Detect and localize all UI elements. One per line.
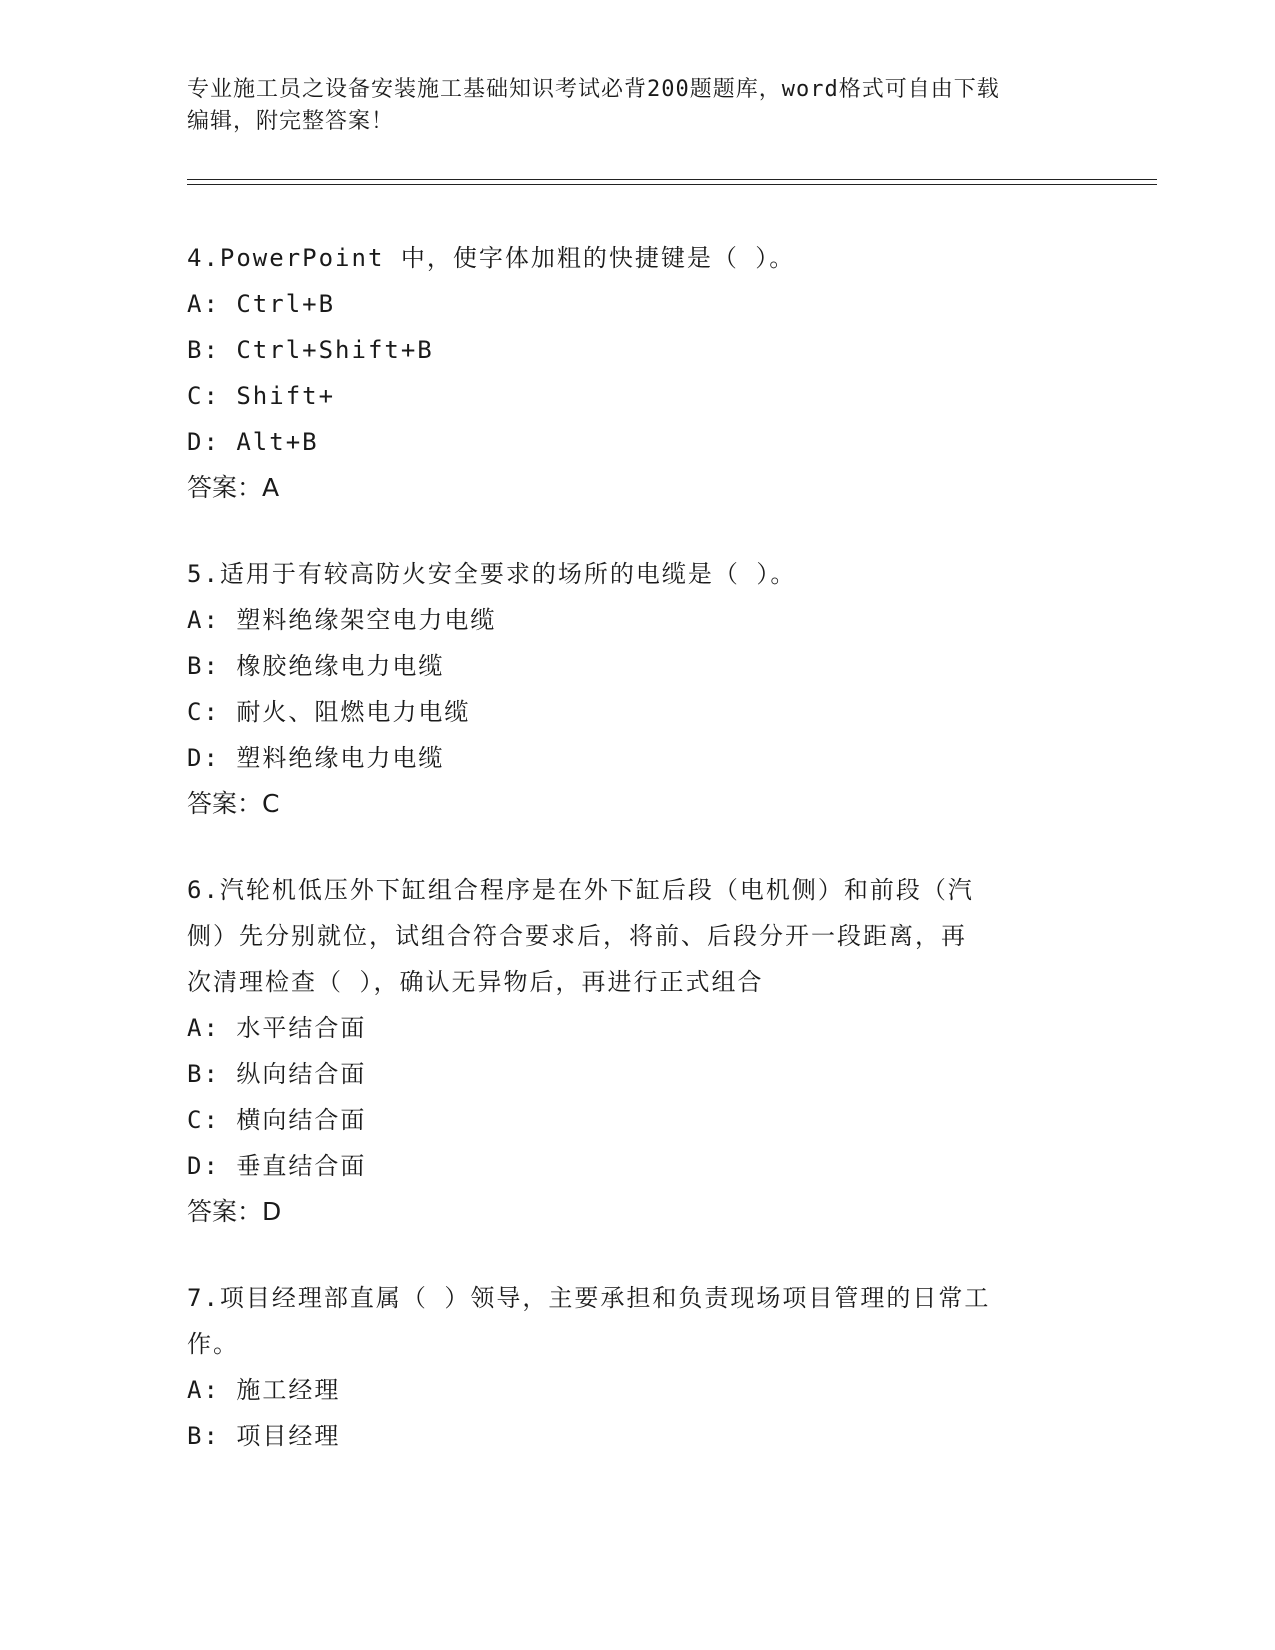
document-header — [187, 74, 1087, 138]
option-c: C: Shift+ — [187, 382, 336, 410]
question-text: 5.适用于有较高防火安全要求的场所的电缆是（ ）。 — [187, 560, 797, 588]
question-5 — [187, 551, 1087, 827]
option-c: C: 耐火、阻燃电力电缆 — [187, 698, 471, 726]
question-6 — [187, 867, 1087, 1235]
answer-label: 答案：C — [187, 789, 280, 818]
question-text-line-2: 作。 — [187, 1330, 239, 1358]
option-a: A: 施工经理 — [187, 1376, 341, 1404]
question-list — [187, 235, 1087, 1499]
question-text: 4.PowerPoint 中，使字体加粗的快捷键是（ ）。 — [187, 244, 796, 272]
header-divider-top — [187, 179, 1157, 180]
question-text-line-1: 7.项目经理部直属（ ）领导，主要承担和负责现场项目管理的日常工 — [187, 1284, 991, 1312]
option-a: A: Ctrl+B — [187, 290, 336, 318]
option-a: A: 塑料绝缘架空电力电缆 — [187, 606, 497, 634]
option-b: B: Ctrl+Shift+B — [187, 336, 434, 364]
question-text-line-1: 6.汽轮机低压外下缸组合程序是在外下缸后段（电机侧）和前段（汽 — [187, 876, 974, 904]
header-divider-bottom — [187, 184, 1157, 185]
header-title-line-1: 专业施工员之设备安装施工基础知识考试必背200题题库，word格式可自由下载 — [187, 77, 1000, 102]
question-4 — [187, 235, 1087, 511]
answer-label: 答案：A — [187, 473, 280, 502]
question-text-line-2: 侧）先分别就位，试组合符合要求后，将前、后段分开一段距离，再 — [187, 922, 967, 950]
option-a: A: 水平结合面 — [187, 1014, 367, 1042]
answer-label: 答案：D — [187, 1197, 282, 1226]
option-b: B: 纵向结合面 — [187, 1060, 367, 1088]
option-d: D: Alt+B — [187, 428, 319, 456]
question-7 — [187, 1275, 1087, 1459]
header-title-line-2: 编辑，附完整答案！ — [187, 109, 395, 134]
option-c: C: 横向结合面 — [187, 1106, 367, 1134]
option-b: B: 项目经理 — [187, 1422, 341, 1450]
option-d: D: 垂直结合面 — [187, 1152, 367, 1180]
question-text-line-3: 次清理检查（ ），确认无异物后，再进行正式组合 — [187, 968, 764, 996]
option-b: B: 橡胶绝缘电力电缆 — [187, 652, 445, 680]
option-d: D: 塑料绝缘电力电缆 — [187, 744, 445, 772]
